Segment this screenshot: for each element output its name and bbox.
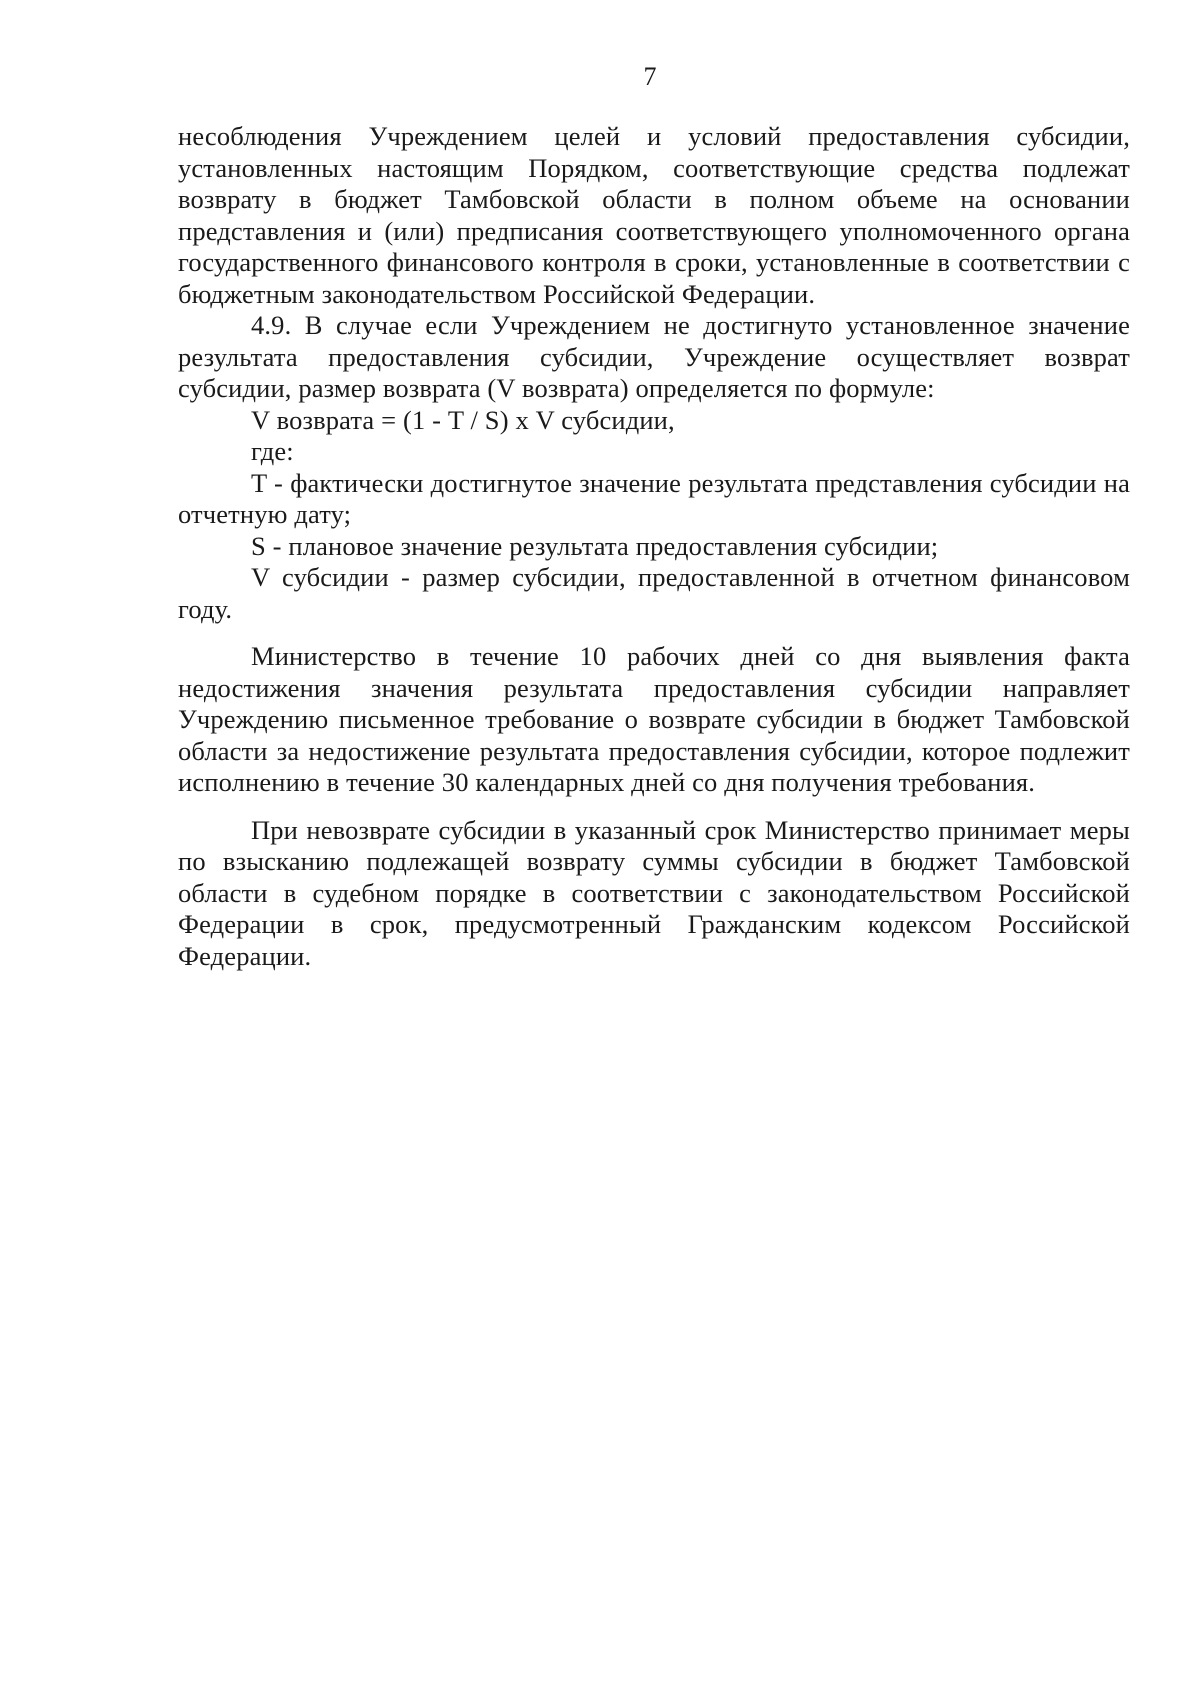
formula-line: V возврата = (1 - T / S) х V субсидии, [251,404,675,435]
formula-definition-v: V субсидии - размер субсидии, предоставленной в отчетном финансовом году. [178,562,1130,624]
formula-definition-s: S - плановое значение результата предоставления субсидии; [251,530,939,561]
paragraph-section-4-9: 4.9. В случае если Учреждением не достигнуто установленное значение результата предоставления субсидии, Учреждение осуществляет возврат субсидии, размер возврата (V возврата) определяется по формуле: [178,310,1130,403]
formula-definition-t: T - фактически достигнутое значение результата представления субсидии на отчетную дату; [178,467,1130,529]
document-body [178,121,1130,972]
page-number: 7 [643,62,657,91]
formula-where: где: [251,436,294,466]
paragraph-ministry-requirement: Министерство в течение 10 рабочих дней со дня выявления факта недостижения значения результата предоставления субсидии направляет Учреждению письменное требование о возврате субсидии в бюджет Тамбовской области за недостижение результата предоставления субсидии, которое подлежит исполнению в течение 30 календарных дней со дня получения требования. [178,641,1130,797]
paragraph-continuation: несоблюдения Учреждением целей и условий предоставления субсидии, установленных настоящим Порядком, соответствующие средства подлежат возврату в бюджет Тамбовской области в полном объеме на основании представления и (или) предписания соответствующего уполномоченного органа государственного финансового контроля в сроки, установленные в соответствии с бюджетным законодательством Российской Федерации. [178,121,1130,309]
paragraph-non-return: При невозврате субсидии в указанный срок Министерство принимает меры по взысканию подлежащей возврату суммы субсидии в бюджет Тамбовской области в судебном порядке в соответствии с законодательством Российской Федерации в срок, предусмотренный Гражданским кодексом Российской Федерации. [178,814,1130,971]
